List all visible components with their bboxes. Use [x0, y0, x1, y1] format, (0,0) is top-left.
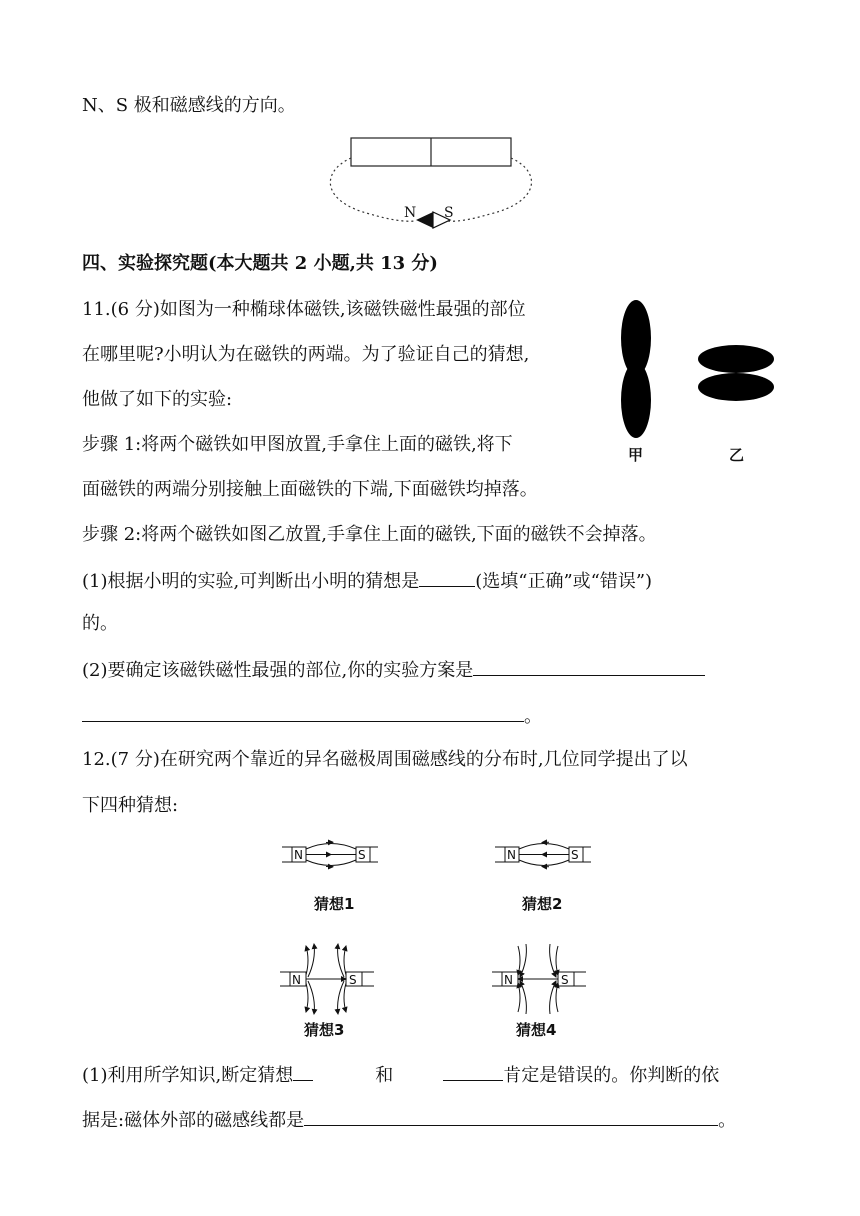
answer-blank[interactable] [443, 1062, 503, 1081]
svg-text:N: N [294, 848, 303, 862]
ellipsoid-magnets-figure [600, 296, 800, 468]
label-yi: 乙 [729, 446, 745, 464]
text-line: 据是:磁体外部的磁感线都是 。 [82, 1107, 736, 1133]
svg-text:N: N [507, 848, 516, 862]
answer-blank[interactable] [82, 703, 524, 722]
text-line: 在哪里呢?小明认为在磁铁的两端。为了验证自己的猜想, [82, 344, 530, 365]
svg-text:N: N [504, 973, 513, 987]
text-line: (1)根据小明的实验,可判断出小明的猜想是 (选填“正确”或“错误”) [82, 568, 652, 594]
magnet-jia-bottom [621, 362, 651, 438]
svg-text:S: S [561, 973, 569, 987]
guess-4-label: 猜想4 [516, 1021, 557, 1039]
guess-3-label: 猜想3 [304, 1021, 345, 1039]
text-line: 步骤 1:将两个磁铁如甲图放置,手拿住上面的磁铁,将下 [82, 434, 513, 455]
text-line: N、S 极和磁感线的方向。 [82, 95, 296, 116]
svg-text:S: S [349, 973, 357, 987]
guess-3-diagram [280, 944, 374, 1039]
compass-s-label: S [444, 205, 454, 221]
section-heading: 四、实验探究题(本大题共 2 小题,共 13 分) [82, 253, 438, 274]
svg-text:S: S [571, 848, 579, 862]
text-line: 下四种猜想: [82, 795, 179, 816]
guess-2-label: 猜想2 [522, 895, 563, 913]
magnet-yi-bottom [698, 373, 774, 401]
magnet-yi-top [698, 345, 774, 373]
text-line: 。 [82, 703, 542, 729]
svg-text:S: S [358, 848, 366, 862]
text-line: 步骤 2:将两个磁铁如图乙放置,手拿住上面的磁铁,下面的磁铁不会掉落。 [82, 524, 657, 545]
text-line: 12.(7 分)在研究两个靠近的异名磁极周围磁感线的分布时,几位同学提出了以 [82, 749, 688, 770]
guess-2-diagram [495, 842, 591, 913]
answer-blank[interactable] [473, 657, 705, 676]
compass-north-half [416, 212, 433, 228]
svg-text:N: N [292, 973, 301, 987]
bar-magnet-figure [330, 132, 530, 232]
answer-blank[interactable] [304, 1107, 718, 1126]
text-line: (2)要确定该磁铁磁性最强的部位,你的实验方案是 [82, 657, 705, 683]
answer-blank[interactable] [419, 568, 475, 587]
text-line: 面磁铁的两端分别接触上面磁铁的下端,下面磁铁均掉落。 [82, 479, 538, 500]
text-line: 11.(6 分)如图为一种椭球体磁铁,该磁铁磁性最强的部位 [82, 299, 526, 320]
label-jia: 甲 [628, 446, 644, 464]
guess-1-label: 猜想1 [314, 895, 355, 913]
text-line: 的。 [82, 613, 118, 634]
field-lines-figure [270, 836, 610, 1046]
answer-blank[interactable] [293, 1062, 313, 1081]
guess-1-diagram [282, 842, 378, 913]
guess-4-diagram [492, 944, 586, 1039]
text-line: 他做了如下的实验: [82, 389, 233, 410]
compass-n-label: N [404, 205, 417, 221]
text-line: (1)利用所学知识,断定猜想 和 肯定是错误的。你判断的依 [82, 1062, 719, 1088]
